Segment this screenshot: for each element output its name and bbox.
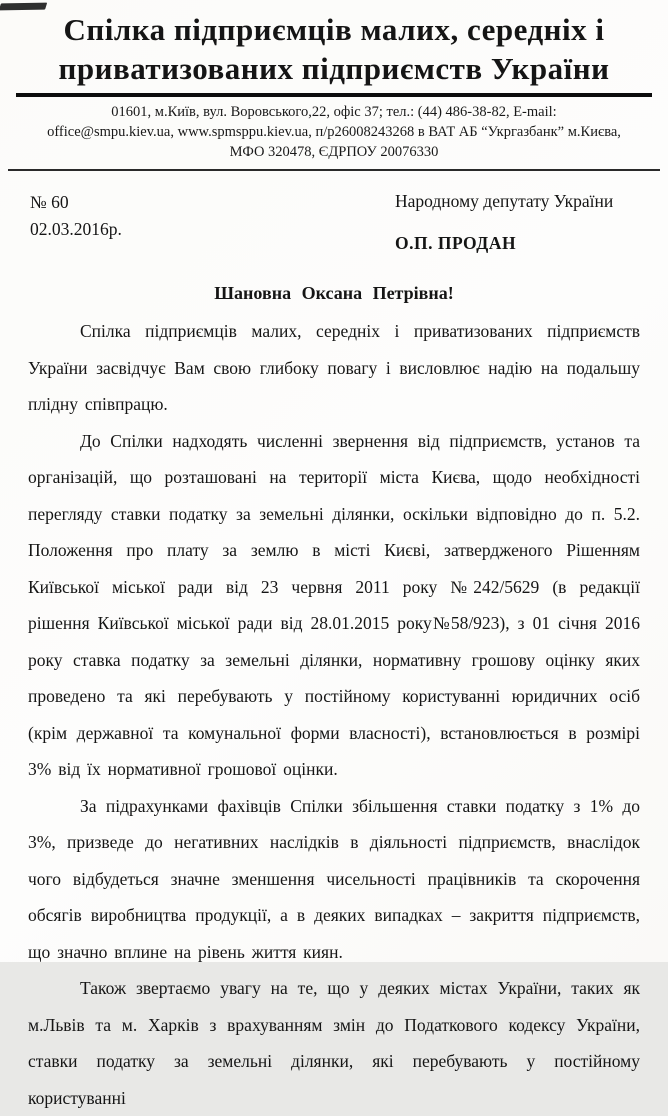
reference-block (30, 189, 640, 256)
paragraph-greeting: Спілка підприємців малих, середніх і приватизованих підприємств України засвідчує Вам свою глибоку повагу і висловлює надію на подальшу плідну співпрацю. (28, 321, 640, 414)
address-line-2: office@smpu.kiev.ua, www.spmsppu.kiev.ua, п/р26008243268 в ВАТ АБ “Укргазбанк” м.Києва, (47, 124, 621, 140)
salutation: Шановна Оксана Петрівна! (214, 283, 454, 303)
org-title-line1: Спілка підприємців малих, середніх і (63, 12, 605, 47)
letter-body (28, 313, 640, 1116)
organization-title (16, 10, 652, 97)
letter-date: 02.03.2016р. (30, 219, 122, 239)
letterhead (0, 0, 668, 171)
recipient-block (395, 189, 640, 256)
address-line-3: МФО 320478, ЄДРПОУ 20076330 (229, 144, 439, 160)
letter-number: № 60 (30, 192, 69, 212)
recipient-title: Народному депутату України (395, 191, 614, 211)
reference-left (30, 189, 122, 243)
paragraph-tax-issue: До Спілки надходять численні звернення від підприємств, установ та організацій, що розташовані на території міста Києва, щодо необхідності перегляду ставки податку за земельні ділянки, оскільки відповідно до п. 5.2. Положення про плату за землю в місті Києві, затвердженого Рішенням Київської міської ради від 23 червня 2011 року №242/5629 (в редакції рішення Київської міської ради від 28.01.2015 року№58/923), з 01 січня 2016 року ставка податку за земельні ділянки, нормативну грошову оцінку яких проведено та які перебувають у постійному користуванні юридичних осіб (крім державної та комунальної форми власності), встановлюється в розмірі 3% від їх нормативної грошової оцінки. (28, 430, 640, 779)
paragraph-other-cities: Також звертаємо увагу на те, що у деяких містах України, таких як м.Львів та м. Харків з врахуванням змін до Податкового кодексу України, ставки податку за земельні ділянки, які перебувають у постійному користуванні (28, 978, 640, 1108)
scan-artifact-mark (0, 3, 47, 11)
recipient-name: О.П. ПРОДАН (395, 233, 517, 253)
letterhead-address (8, 102, 660, 171)
org-title-line2: приватизованих підприємств України (58, 51, 610, 86)
paragraph-consequences: За підрахунками фахівців Спілки збільшення ставки податку з 1% до 3%, призведе до негативних наслідків в діяльності підприємств, внаслідок чого відбудеться значне зменшення чисельності працівників та скорочення обсягів виробництва продукції, а в деяких випадках – закриття підприємств, що значно вплине на рівень життя киян. (28, 795, 640, 962)
address-line-1: 01601, м.Київ, вул. Воровського,22, офіс 37; тел.: (44) 486-38-82, E-mail: (111, 104, 557, 120)
